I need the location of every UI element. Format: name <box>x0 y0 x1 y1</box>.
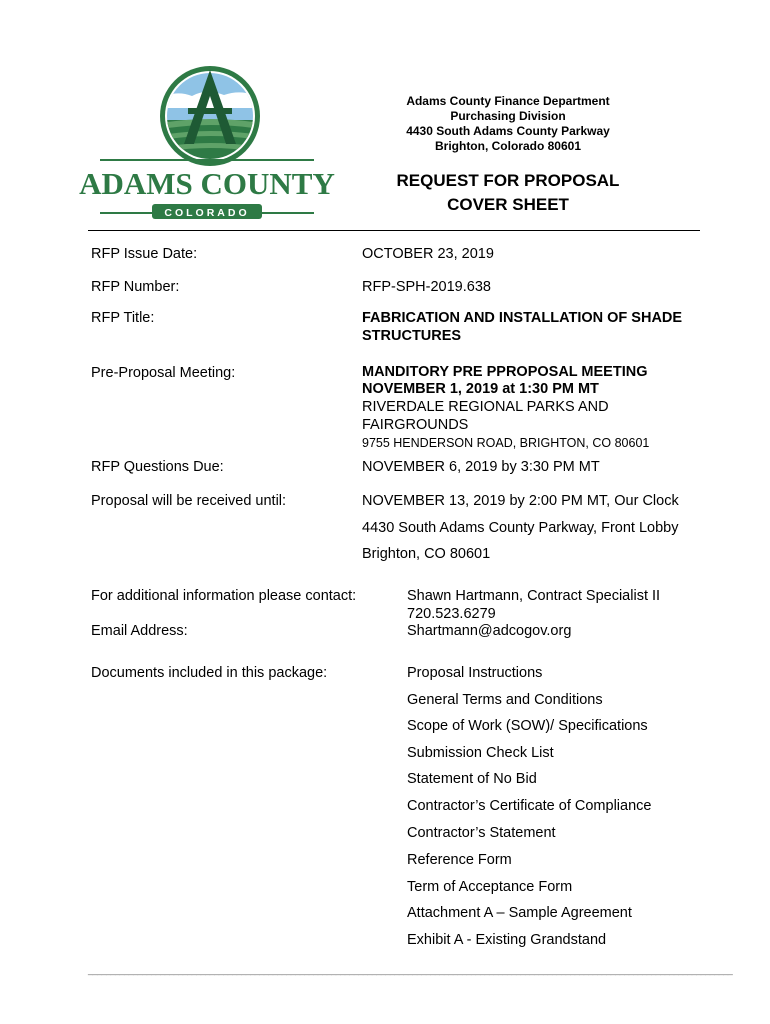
questions-due-label: RFP Questions Due: <box>91 459 224 475</box>
issue-date-value: OCTOBER 23, 2019 <box>362 246 494 262</box>
contact-label: For additional information please contact: <box>91 588 357 604</box>
document-item: Attachment A – Sample Agreement <box>407 905 632 921</box>
pre-proposal-label: Pre-Proposal Meeting: <box>91 365 236 381</box>
questions-due-value: NOVEMBER 6, 2019 by 3:30 PM MT <box>362 459 600 475</box>
title-line: COVER SHEET <box>447 195 569 214</box>
rfp-number-label: RFP Number: <box>91 279 180 295</box>
received-until-city: Brighton, CO 80601 <box>362 546 491 562</box>
logo-state: COLORADO <box>164 207 250 219</box>
department-line: 4430 South Adams County Parkway <box>406 124 610 138</box>
department-address <box>370 94 646 154</box>
document-item: Contractor’s Certificate of Compliance <box>407 798 652 814</box>
adams-county-logo <box>79 64 335 220</box>
received-until-value: NOVEMBER 13, 2019 by 2:00 PM MT, Our Clock <box>362 493 679 509</box>
rfp-title-label: RFP Title: <box>91 310 155 326</box>
document-item: Statement of No Bid <box>407 771 537 787</box>
issue-date-label: RFP Issue Date: <box>91 246 198 262</box>
department-line: Brighton, Colorado 80601 <box>434 139 582 153</box>
department-line: Adams County Finance Department <box>406 94 610 108</box>
pre-proposal-location: FAIRGROUNDS <box>362 417 469 433</box>
document-item: Submission Check List <box>407 745 554 761</box>
document-item: Exhibit A - Existing Grandstand <box>407 932 607 948</box>
email-value: Shartmann@adcogov.org <box>407 623 572 639</box>
rfp-title-value: STRUCTURES <box>362 328 462 344</box>
document-item: Contractor’s Statement <box>407 825 556 841</box>
logo-name: ADAMS COUNTY <box>79 166 335 201</box>
contact-phone: 720.523.6279 <box>407 606 496 622</box>
received-until-address: 4430 South Adams County Parkway, Front Lobby <box>362 520 679 536</box>
contact-name: Shawn Hartmann, Contract Specialist II <box>407 588 661 604</box>
document-item: Reference Form <box>407 852 512 868</box>
email-label: Email Address: <box>91 623 188 639</box>
pre-proposal-date: NOVEMBER 1, 2019 at 1:30 PM MT <box>362 381 599 397</box>
received-until-label: Proposal will be received until: <box>91 493 287 509</box>
pre-proposal-meeting-type: MANDITORY PRE PPROPOSAL MEETING <box>362 364 648 380</box>
pre-proposal-location: RIVERDALE REGIONAL PARKS AND <box>362 399 609 415</box>
document-item: General Terms and Conditions <box>407 692 603 708</box>
footer-rule: _______________________________________________________________________________________________________________________________________________ <box>88 965 733 975</box>
document-item: Scope of Work (SOW)/ Specifications <box>407 718 648 734</box>
pre-proposal-address: 9755 HENDERSON ROAD, BRIGHTON, CO 80601 <box>362 436 650 450</box>
document-title <box>370 169 646 217</box>
header-divider <box>88 230 700 231</box>
document-item: Term of Acceptance Form <box>407 879 573 895</box>
rfp-number-value: RFP-SPH-2019.638 <box>362 279 491 295</box>
documents-label: Documents included in this package: <box>91 665 328 681</box>
document-item: Proposal Instructions <box>407 665 543 681</box>
title-line: REQUEST FOR PROPOSAL <box>396 171 620 190</box>
department-line: Purchasing Division <box>450 109 566 123</box>
adams-county-seal-icon <box>79 64 335 220</box>
rfp-title-value: FABRICATION AND INSTALLATION OF SHADE <box>362 310 683 326</box>
